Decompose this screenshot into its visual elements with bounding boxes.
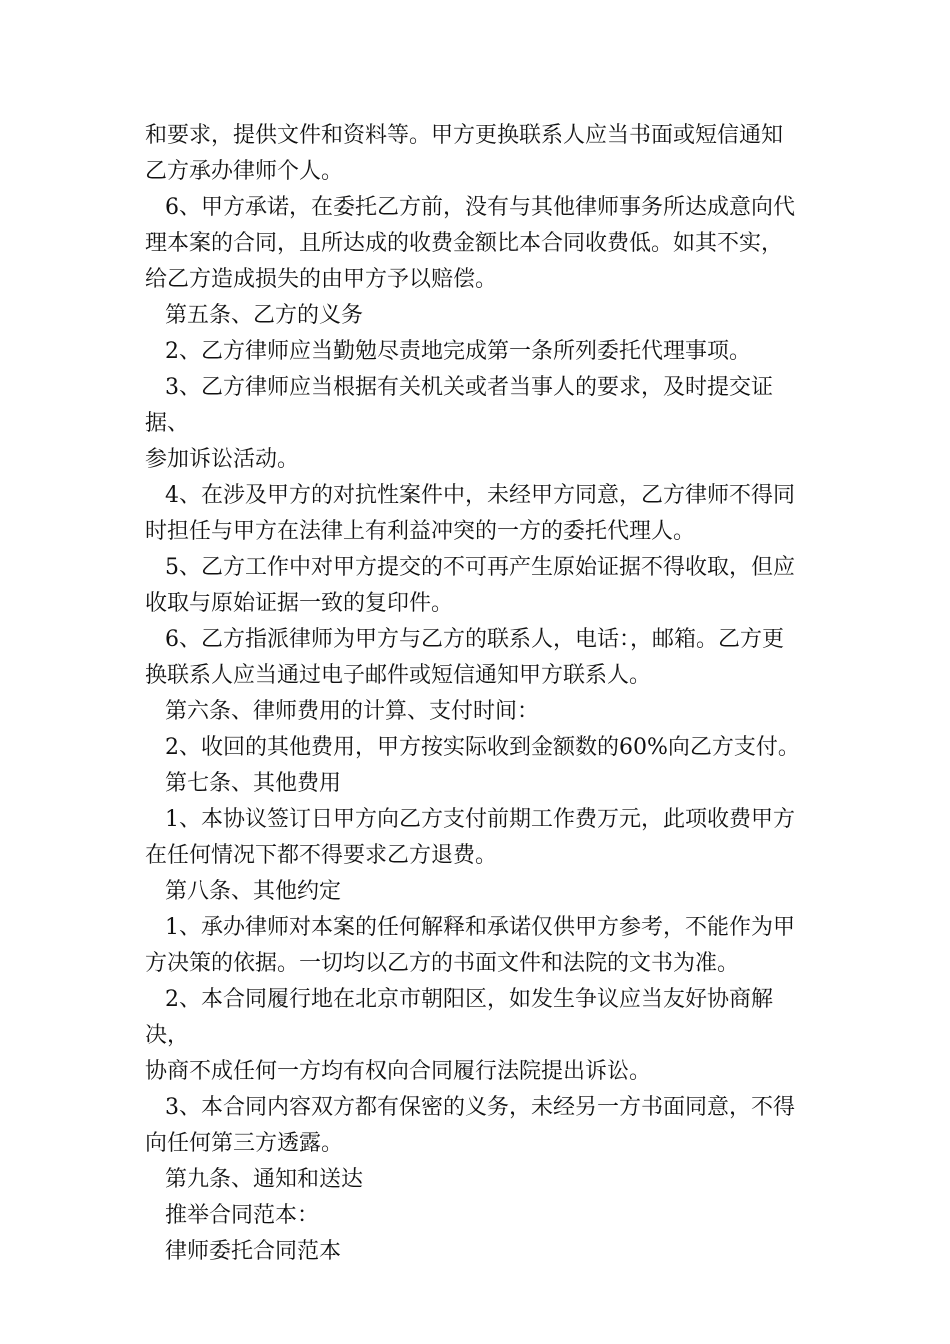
- paragraph: [145, 766, 815, 802]
- text-line: 协商不成任何一方均有权向合同履行法院提出诉讼。: [145, 1059, 652, 1084]
- text-line: 第七条、其他费用: [165, 771, 342, 796]
- text-line: 乙方承办律师个人。: [145, 159, 344, 184]
- text-line: 2、本合同履行地在北京市朝阳区，如发生争议应当友好协商解决，: [145, 987, 773, 1048]
- text-line: 换联系人应当通过电子邮件或短信通知甲方联系人。: [145, 663, 652, 688]
- paragraph: [145, 1198, 815, 1234]
- text-line: 推举合同范本：: [165, 1203, 320, 1228]
- text-line: 4、在涉及甲方的对抗性案件中，未经甲方同意，乙方律师不得同: [165, 483, 795, 508]
- paragraph: [145, 1090, 815, 1162]
- text-line: 1、承办律师对本案的任何解释和承诺仅供甲方参考，不能作为甲: [165, 915, 795, 940]
- text-line: 第五条、乙方的义务: [165, 303, 364, 328]
- text-line: 律师委托合同范本: [165, 1239, 342, 1264]
- text-line: 收取与原始证据一致的复印件。: [145, 591, 454, 616]
- text-line: 3、乙方律师应当根据有关机关或者当事人的要求，及时提交证据、: [145, 375, 773, 436]
- text-line: 3、本合同内容双方都有保密的义务，未经另一方书面同意，不得: [165, 1095, 795, 1120]
- text-line: 2、乙方律师应当勤勉尽责地完成第一条所列委托代理事项。: [165, 339, 751, 364]
- document-body: [145, 118, 815, 1270]
- text-line: 2、收回的其他费用，甲方按实际收到金额数的60%向乙方支付。: [165, 735, 800, 760]
- text-line: 第八条、其他约定: [165, 879, 342, 904]
- text-line: 和要求，提供文件和资料等。甲方更换联系人应当书面或短信通知: [145, 123, 784, 148]
- paragraph: [145, 550, 815, 622]
- paragraph: [145, 910, 815, 982]
- text-line: 1、本协议签订日甲方向乙方支付前期工作费万元，此项收费甲方: [165, 807, 795, 832]
- paragraph: [145, 190, 815, 298]
- paragraph: [145, 1234, 815, 1270]
- paragraph: [145, 334, 815, 370]
- text-line: 6、甲方承诺，在委托乙方前，没有与其他律师事务所达成意向代: [165, 195, 795, 220]
- text-line: 方决策的依据。一切均以乙方的书面文件和法院的文书为准。: [145, 951, 740, 976]
- paragraph: [145, 874, 815, 910]
- text-line: 时担任与甲方在法律上有利益冲突的一方的委托代理人。: [145, 519, 696, 544]
- text-line: 在任何情况下都不得要求乙方退费。: [145, 843, 498, 868]
- paragraph: [145, 1162, 815, 1198]
- text-line: 向任何第三方透露。: [145, 1131, 344, 1156]
- paragraph: [145, 298, 815, 334]
- paragraph: [145, 694, 815, 730]
- paragraph: [145, 802, 815, 874]
- text-line: 理本案的合同，且所达成的收费金额比本合同收费低。如其不实，: [145, 231, 784, 256]
- text-line: 参加诉讼活动。: [145, 447, 300, 472]
- paragraph: [145, 622, 815, 694]
- text-line: 第六条、律师费用的计算、支付时间：: [165, 699, 540, 724]
- paragraph: [145, 478, 815, 550]
- text-line: 5、乙方工作中对甲方提交的不可再产生原始证据不得收取，但应: [165, 555, 795, 580]
- paragraph: [145, 370, 815, 478]
- text-line: 给乙方造成损失的由甲方予以赔偿。: [145, 267, 498, 292]
- paragraph: [145, 982, 815, 1090]
- text-line: 6、乙方指派律师为甲方与乙方的联系人，电话：，邮箱。乙方更: [165, 627, 784, 652]
- text-line: 第九条、通知和送达: [165, 1167, 364, 1192]
- paragraph: [145, 118, 815, 190]
- paragraph: [145, 730, 815, 766]
